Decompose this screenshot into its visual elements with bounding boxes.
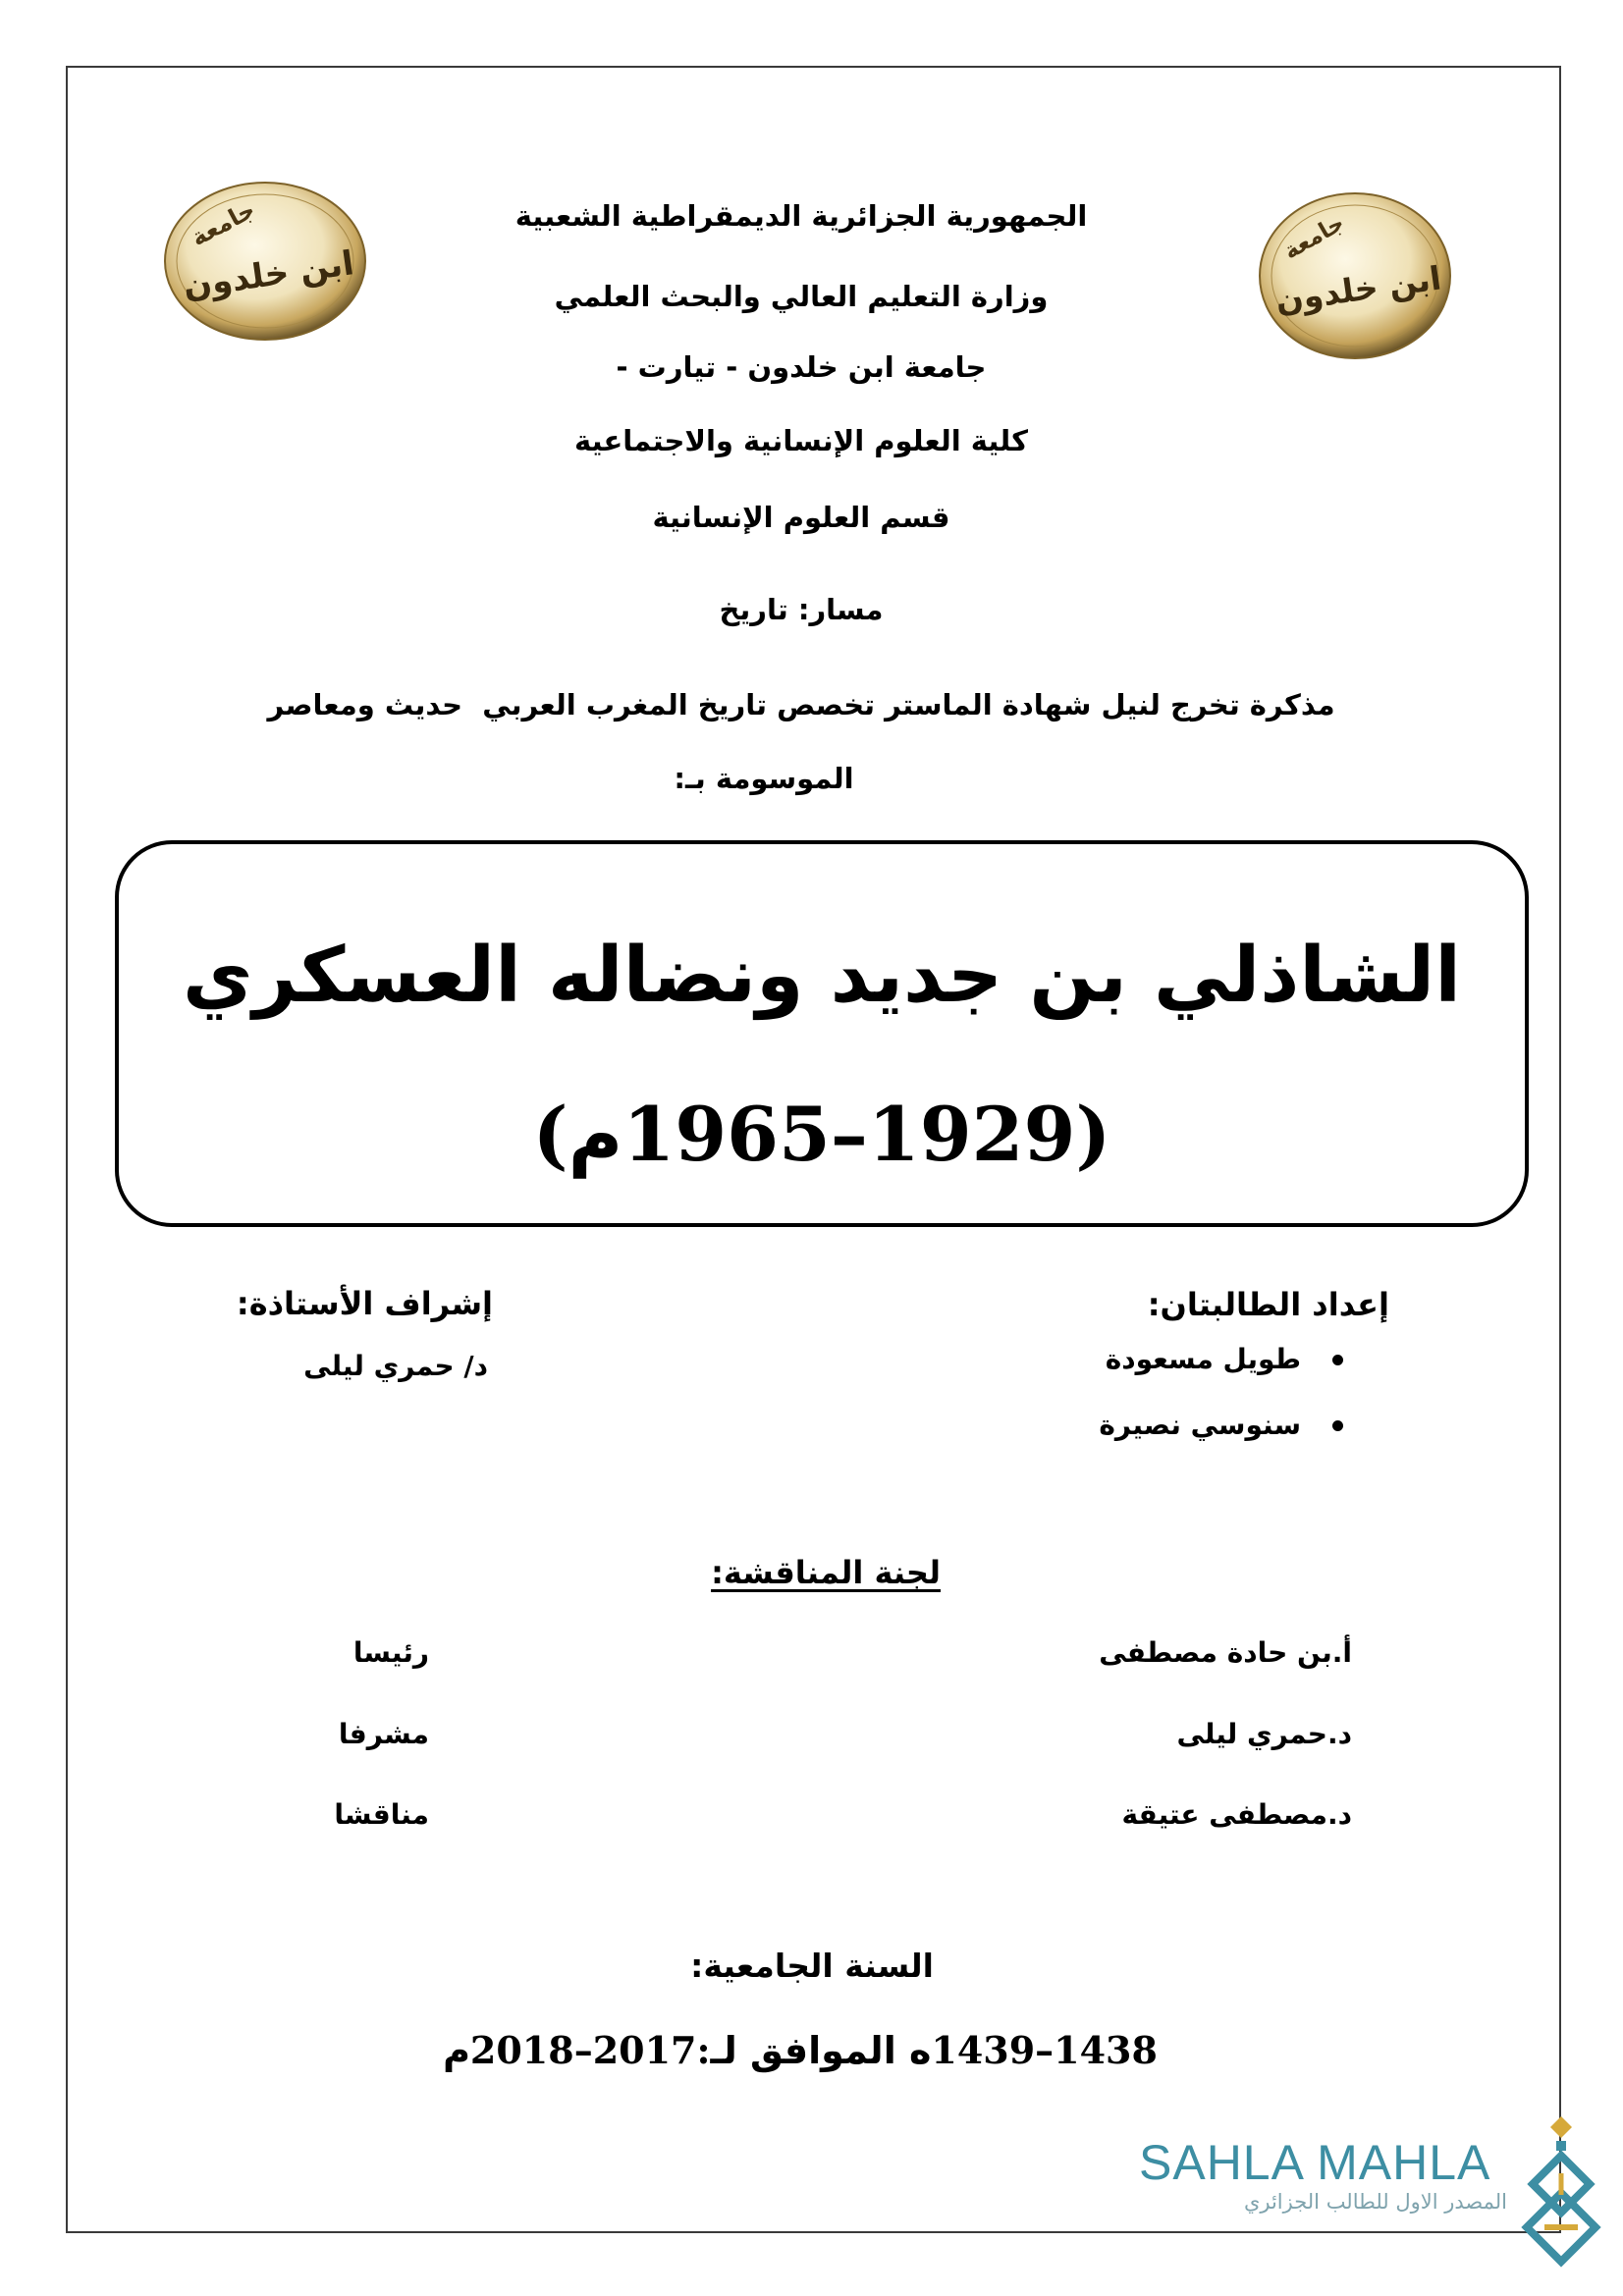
title-box [115,840,1529,1227]
seal-main-text: ابن خلدون [1272,258,1444,320]
bullet-icon [1332,1420,1343,1431]
student-name: سنوسي نصيرة [1099,1409,1301,1441]
sahla-mahla-logo-icon [1517,2112,1605,2277]
students-heading: إعداد الطالبتان: [1147,1286,1389,1323]
committee-heading: لجنة المناقشة: [711,1554,941,1591]
supervisor-name: د/ حمري ليلى [303,1350,488,1382]
faculty-line: كلية العلوم الإنسانية والاجتماعية [574,424,1028,457]
academic-year-label: السنة الجامعية: [690,1947,934,1985]
track-line: مسار: تاريخ [719,593,884,626]
student-name: طويل مسعودة [1105,1343,1301,1375]
watermark-brand: SAHLA MAHLA [1139,2135,1491,2190]
watermark-tagline: المصدر الاول للطالب الجزائري [1243,2190,1507,2214]
academic-year-value: 1438–1439ه الموافق لـ:2017–2018م [443,2028,1158,2072]
republic-line: الجمهورية الجزائرية الديمقراطية الشعبية [514,199,1088,233]
committee-member-name: د.حمري ليلى [1176,1718,1352,1750]
supervisor-heading: إشراف الأستاذة: [236,1285,493,1322]
ministry-line: وزارة التعليم العالي والبحث العلمي [554,280,1049,313]
department-line: قسم العلوم الإنسانية [652,501,950,534]
seal-main-text: ابن خلدون [181,243,356,307]
thesis-note-line: مذكرة تخرج لنيل شهادة الماستر تخصص تاريخ المغرب العربي حديث ومعاصر [267,688,1335,721]
committee-member-role: مناقشا [334,1798,429,1831]
committee-member-name: أ.بن حادة مصطفى [1099,1636,1352,1669]
committee-member-role: مشرفا [338,1718,429,1750]
titled-line: الموسومة بـ: [674,762,854,795]
committee-member-role: رئيسا [352,1636,429,1669]
thesis-title-years: (1929–1965م) [532,1091,1111,1178]
thesis-title: الشاذلي بن جديد ونضاله العسكري [183,931,1461,1020]
university-line: جامعة ابن خلدون - تيارت - [616,350,987,384]
seal-top-text: جامعة [1278,209,1349,265]
committee-member-name: د.مصطفى عتيقة [1121,1798,1352,1831]
seal-top-text: جامعة [186,194,260,252]
bullet-icon [1332,1355,1343,1365]
